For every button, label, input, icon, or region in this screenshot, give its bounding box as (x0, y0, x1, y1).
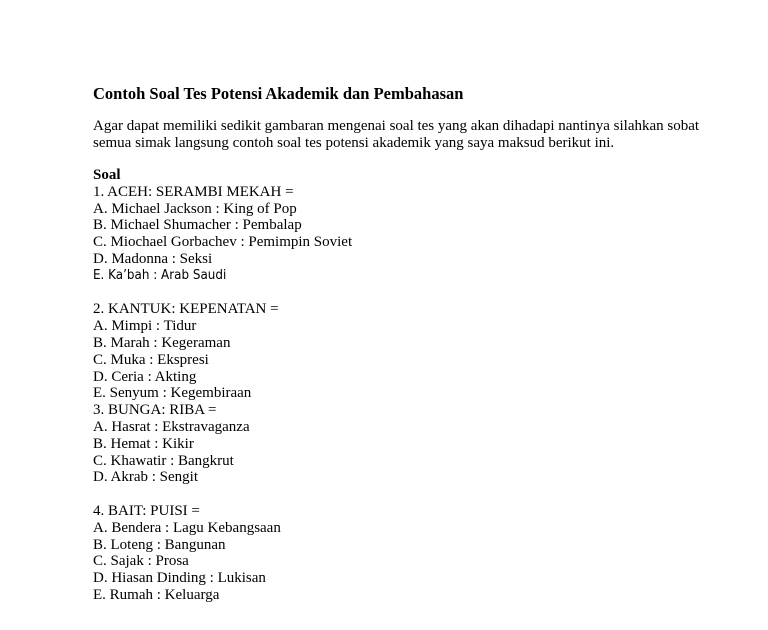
question-prompt: 4. BAIT: PUISI = (93, 502, 200, 519)
question-prompt: 3. BUNGA: RIBA = (93, 402, 217, 419)
answer-option: A. Hasrat : Ekstravaganza (93, 418, 250, 435)
answer-option: A. Michael Jackson : King of Pop (93, 200, 297, 217)
answer-option: A. Bendera : Lagu Kebangsaan (93, 519, 281, 536)
question-block (93, 184, 733, 285)
document-title: Contoh Soal Tes Potensi Akademik dan Pembahasan (93, 84, 464, 103)
answer-option: B. Michael Shumacher : Pembalap (93, 217, 302, 234)
question-block (93, 301, 733, 402)
answer-option: E. Senyum : Kegembiraan (93, 385, 252, 402)
document-page (93, 84, 733, 604)
answer-option: E. Rumah : Keluarga (93, 586, 220, 603)
answer-option: B. Marah : Kegeraman (93, 334, 231, 351)
intro-paragraph: Agar dapat memiliki sedikit gambaran mengenai soal tes yang akan dihadapi nantinya silahkan sobat semua simak langsung contoh soal tes potensi akademik yang saya maksud berikut ini. (93, 118, 700, 151)
question-prompt: 2. KANTUK: KEPENATAN = (93, 301, 279, 318)
paragraph-gap (93, 285, 733, 302)
answer-option: D. Hiasan Dinding : Lukisan (93, 570, 266, 587)
answer-option: E. Ka’bah : Arab Saudi (93, 267, 227, 283)
section-heading: Soal (93, 167, 121, 183)
paragraph-gap (93, 486, 733, 503)
answer-option: D. Ceria : Akting (93, 368, 197, 385)
answer-option: C. Muka : Ekspresi (93, 351, 209, 368)
answer-option: C. Khawatir : Bangkrut (93, 452, 234, 469)
question-prompt: 1. ACEH: SERAMBI MEKAH = (93, 183, 294, 200)
answer-option: B. Loteng : Bangunan (93, 536, 226, 553)
question-block (93, 402, 733, 486)
answer-option: D. Madonna : Seksi (93, 250, 213, 267)
question-block (93, 503, 733, 604)
answer-option: D. Akrab : Sengit (93, 469, 198, 486)
answer-option: B. Hemat : Kikir (93, 435, 194, 452)
answer-option: C. Miochael Gorbachev : Pemimpin Soviet (93, 234, 353, 251)
answer-option: C. Sajak : Prosa (93, 553, 189, 570)
answer-option: A. Mimpi : Tidur (93, 318, 197, 335)
